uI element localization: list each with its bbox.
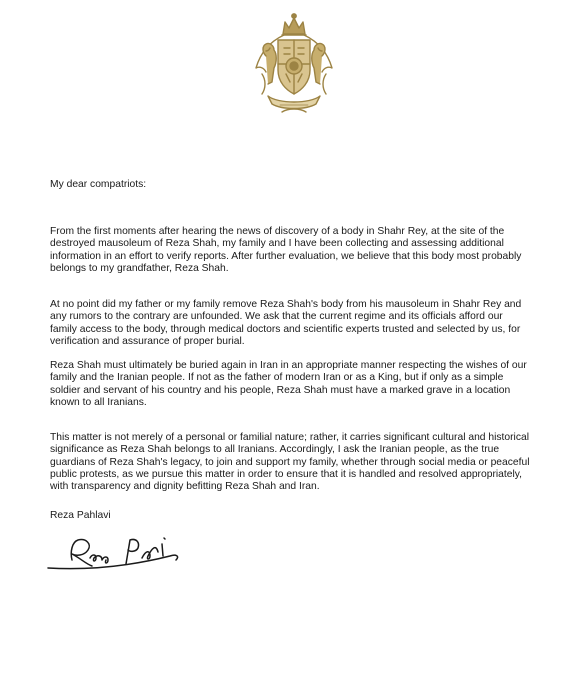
letter-paragraph xyxy=(50,360,527,409)
paragraph-line: information in an effort to verify reports. After further evaluation, we believe that this body most probably xyxy=(50,250,522,262)
paragraph-line: This matter is not merely of a personal or familial nature; rather, it carries significant cultural and historical xyxy=(50,432,530,443)
paragraph-line: public protests, as we pursue this matter in order to ensure that it is handled and resolved appropriately, xyxy=(50,468,523,480)
paragraph-line: known to all Iranians. xyxy=(50,396,147,408)
paragraph-line: guardians of Reza Shah's legacy, to join and support my family, whether through social media or peaceful xyxy=(50,456,530,468)
letter-paragraph xyxy=(50,226,521,275)
paragraph-line: At no point did my father or my family remove Reza Shah's body from his mausoleum in Shahr Rey and xyxy=(50,299,522,310)
imperial-coat-of-arms-icon xyxy=(244,8,344,120)
letter-paragraph xyxy=(50,432,530,493)
letter-paragraph xyxy=(50,299,521,348)
paragraph-line: family access to the body, through medical doctors and scientific experts trusted and selected by us, for xyxy=(50,323,521,335)
paragraph-line: any rumors to the contrary are unfounded. We ask that the current regime and its officials afford our xyxy=(50,311,503,323)
paragraph-line: From the first moments after hearing the news of discovery of a body in Shahr Rey, at the site of the xyxy=(50,226,505,237)
paragraph-line: belongs to my grandfather, Reza Shah. xyxy=(50,262,229,274)
paragraph-line: family and the Iranian people. If not as the father of modern Iran or as a King, but if only as a simple xyxy=(50,372,504,384)
paragraph-line: destroyed mausoleum of Reza Shah, my family and I have been collecting and assessing additional xyxy=(50,238,504,250)
paragraph-line: with transparency and dignity befitting Reza Shah and Iran. xyxy=(50,481,320,493)
paragraph-line: Reza Shah must ultimately be buried again in Iran in an appropriate manner respecting the wishes of our xyxy=(50,360,527,371)
signer-name: Reza Pahlavi xyxy=(50,510,111,521)
paragraph-line: verification and assurance of proper burial. xyxy=(50,335,245,347)
handwritten-signature-icon xyxy=(42,530,192,582)
salutation: My dear compatriots: xyxy=(50,179,147,190)
paragraph-line: soldier and servant of his country and his people, Reza Shah must have a marked grave in a location xyxy=(50,384,511,396)
paragraph-line: significance as Reza Shah belongs to all Iranians. Accordingly, I ask the Iranian people, as the true xyxy=(50,444,500,456)
